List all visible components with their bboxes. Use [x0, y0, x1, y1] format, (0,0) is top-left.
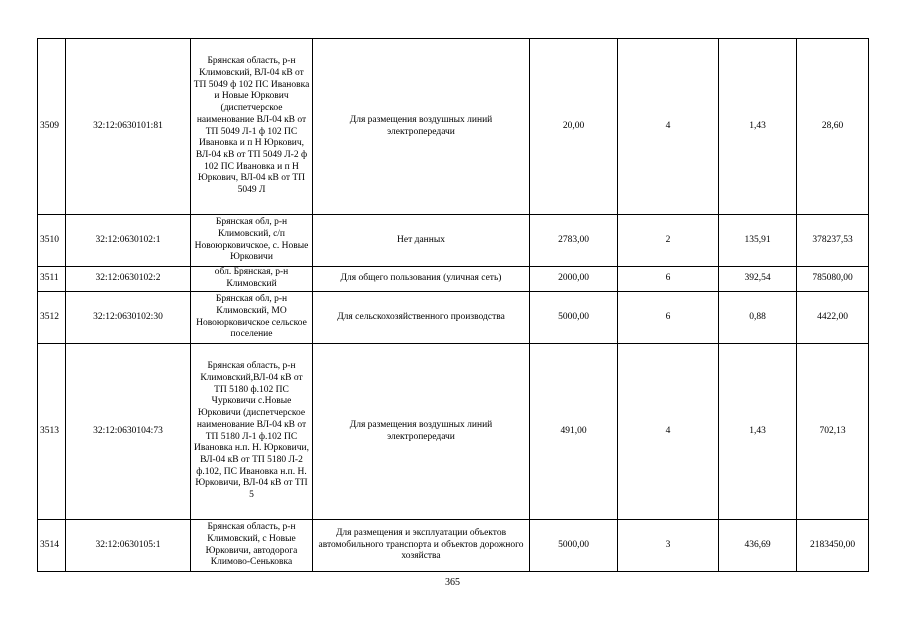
purpose-cell: Для общего пользования (уличная сеть) [313, 267, 530, 292]
category-cell: 6 [618, 292, 719, 344]
purpose-cell: Для сельскохозяйственного производства [313, 292, 530, 344]
row-number: 3511 [38, 267, 66, 292]
table-row [38, 344, 869, 520]
table-row [38, 215, 869, 267]
row-number: 3512 [38, 292, 66, 344]
value-cell: 4422,00 [797, 292, 869, 344]
rate-cell: 135,91 [719, 215, 797, 267]
address-cell: Брянская область, р-н Климовский,ВЛ-04 кВ от ТП 5180 ф.102 ПС Чурковичи с.Новые Юрковичи (диспетчерское наименование ВЛ-04 кВ от ТП 5180 Л-1 ф.102 ПС Ивановка н.п. Н. Юрковичи, ВЛ-04 кВ от ТП 5180 Л-2 ф.102, ПС Ивановка н.п. Н. Юрковичи, ВЛ-04 кВ от ТП 5 [191, 344, 313, 520]
address-cell: Брянская обл, р-н Климовский, с/п Новоюрковичское, с. Новые Юрковичи [191, 215, 313, 267]
value-cell: 28,60 [797, 39, 869, 215]
cadastral-number: 32:12:0630102:1 [66, 215, 191, 267]
table-row [38, 267, 869, 292]
cadastral-number: 32:12:0630102:30 [66, 292, 191, 344]
table-row [38, 292, 869, 344]
table-row [38, 39, 869, 215]
category-cell: 3 [618, 520, 719, 572]
category-cell: 6 [618, 267, 719, 292]
purpose-cell: Нет данных [313, 215, 530, 267]
value-cell: 785080,00 [797, 267, 869, 292]
rate-cell: 1,43 [719, 39, 797, 215]
purpose-cell: Для размещения воздушных линий электропередачи [313, 344, 530, 520]
rate-cell: 1,43 [719, 344, 797, 520]
purpose-cell: Для размещения воздушных линий электропередачи [313, 39, 530, 215]
cadastral-number: 32:12:0630102:2 [66, 267, 191, 292]
cadastral-number: 32:12:0630101:81 [66, 39, 191, 215]
value-cell: 2183450,00 [797, 520, 869, 572]
table-row [38, 520, 869, 572]
category-cell: 4 [618, 344, 719, 520]
area-cell: 20,00 [530, 39, 618, 215]
area-cell: 2000,00 [530, 267, 618, 292]
page-number: 365 [445, 577, 460, 588]
category-cell: 4 [618, 39, 719, 215]
category-cell: 2 [618, 215, 719, 267]
rate-cell: 392,54 [719, 267, 797, 292]
cadastral-number: 32:12:0630104:73 [66, 344, 191, 520]
land-plots-table [37, 38, 869, 572]
purpose-cell: Для размещения и эксплуатации объектов автомобильного транспорта и объектов дорожного хозяйства [313, 520, 530, 572]
area-cell: 491,00 [530, 344, 618, 520]
rate-cell: 0,88 [719, 292, 797, 344]
area-cell: 2783,00 [530, 215, 618, 267]
value-cell: 702,13 [797, 344, 869, 520]
address-cell: Брянская обл, р-н Климовский, МО Новоюрковичское сельское поселение [191, 292, 313, 344]
address-cell: Брянская область, р-н Климовский, с Новые Юрковичи, автодорога Климово-Сеньковка [191, 520, 313, 572]
value-cell: 378237,53 [797, 215, 869, 267]
row-number: 3510 [38, 215, 66, 267]
rate-cell: 436,69 [719, 520, 797, 572]
cadastral-number: 32:12:0630105:1 [66, 520, 191, 572]
row-number: 3513 [38, 344, 66, 520]
area-cell: 5000,00 [530, 292, 618, 344]
row-number: 3514 [38, 520, 66, 572]
row-number: 3509 [38, 39, 66, 215]
area-cell: 5000,00 [530, 520, 618, 572]
address-cell: Брянская область, р-н Климовский, ВЛ-04 кВ от ТП 5049 ф 102 ПС Ивановка и Новые Юркович (диспетчерское наименование ВЛ-04 кВ от ТП 5049 Л-1 ф 102 ПС Ивановка и п Н Юркович, ВЛ-04 кВ от ТП 5049 Л-2 ф 102 ПС Ивановка и п Н Юркович, ВЛ-04 кВ от ТП 5049 Л [191, 39, 313, 215]
address-cell: обл. Брянская, р-н Климовский [191, 267, 313, 292]
